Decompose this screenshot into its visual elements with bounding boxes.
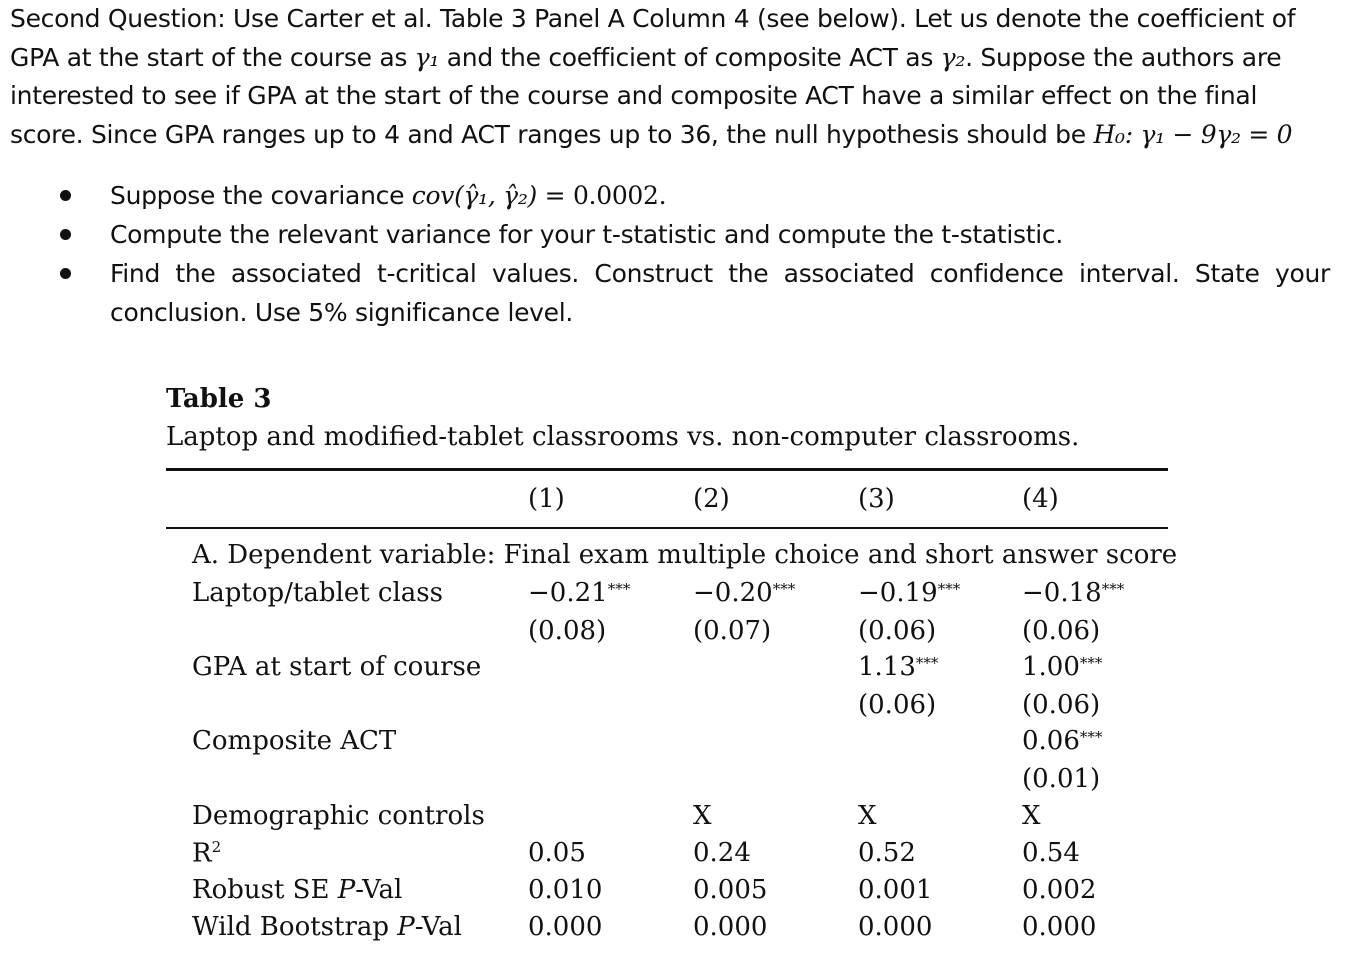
table-subtitle: Laptop and modified-tablet classrooms vs. non-computer classrooms. bbox=[166, 422, 1080, 452]
bullet-dot-icon bbox=[60, 229, 71, 240]
gamma-1-symbol: γ₁ bbox=[414, 42, 440, 72]
r2-label-base: R bbox=[192, 838, 212, 869]
question-line-1: Second Question: Use Carter et al. Table 3 Panel A Column 4 (see below). Let us denote the coefficient of bbox=[10, 4, 1296, 33]
row-label-r2 bbox=[192, 838, 221, 869]
r2-value-3: 0.52 bbox=[858, 838, 916, 868]
gpa-se-3: (0.06) bbox=[858, 690, 937, 720]
gpa-coef-4 bbox=[1022, 652, 1102, 682]
robust-value-4: 0.002 bbox=[1022, 875, 1097, 905]
bullet-dot-icon bbox=[60, 190, 71, 201]
significance-stars: *** bbox=[1079, 654, 1103, 672]
laptop-coef-3 bbox=[858, 578, 960, 608]
robust-value-1: 0.010 bbox=[528, 875, 603, 905]
significance-stars: *** bbox=[1101, 580, 1125, 598]
column-header-3: (3) bbox=[858, 484, 895, 514]
wild-label-a: Wild Bootstrap bbox=[192, 912, 398, 942]
covariance-expression: cov(γ̂₁, γ̂₂) bbox=[411, 181, 538, 210]
row-label-laptop: Laptop/tablet class bbox=[192, 578, 443, 608]
demographic-mark-3: X bbox=[858, 801, 877, 831]
gpa-se-4: (0.06) bbox=[1022, 690, 1101, 720]
bullet-item-variance bbox=[0, 215, 1330, 254]
bullet-dot-icon bbox=[60, 268, 71, 279]
null-hypothesis: H₀: γ₁ − 9γ₂ = 0 bbox=[1093, 119, 1293, 149]
significance-stars: *** bbox=[772, 580, 796, 598]
wild-value-3: 0.000 bbox=[858, 912, 933, 942]
r2-value-4: 0.54 bbox=[1022, 838, 1080, 868]
robust-value-2: 0.005 bbox=[693, 875, 768, 905]
row-label-demographic: Demographic controls bbox=[192, 801, 485, 831]
laptop-se-1: (0.08) bbox=[528, 616, 607, 646]
bullet-1-text-a: Suppose the covariance bbox=[110, 181, 412, 210]
laptop-se-2: (0.07) bbox=[693, 616, 772, 646]
question-line-2-part-a: GPA at the start of the course as bbox=[10, 42, 415, 72]
row-label-gpa: GPA at start of course bbox=[192, 652, 482, 682]
column-header-1: (1) bbox=[528, 484, 565, 514]
row-label-wild bbox=[192, 912, 462, 942]
wild-label-p: P bbox=[397, 912, 415, 942]
r2-value-1: 0.05 bbox=[528, 838, 586, 868]
question-line-4-part-a: score. Since GPA ranges up to 4 and ACT ranges up to 36, the null hypothesis should be bbox=[10, 119, 1094, 149]
act-coef-4 bbox=[1022, 726, 1102, 756]
significance-stars: *** bbox=[607, 580, 631, 598]
bullet-1-text-b: = 0.0002. bbox=[537, 181, 667, 210]
coef-value: −0.18 bbox=[1022, 578, 1102, 608]
coef-value: 0.06 bbox=[1022, 726, 1080, 756]
bullet-3-line-2: conclusion. Use 5% significance level. bbox=[110, 298, 574, 327]
question-line-3: interested to see if GPA at the start of the course and composite ACT have a similar effect on the final bbox=[10, 81, 1258, 110]
table-header-rule bbox=[166, 527, 1168, 529]
laptop-coef-4 bbox=[1022, 578, 1124, 608]
row-label-robust bbox=[192, 875, 402, 905]
significance-stars: *** bbox=[937, 580, 961, 598]
row-label-act: Composite ACT bbox=[192, 726, 397, 756]
coef-value: −0.20 bbox=[693, 578, 773, 608]
coef-value: 1.13 bbox=[858, 652, 916, 682]
question-line-4 bbox=[10, 116, 1330, 155]
robust-value-3: 0.001 bbox=[858, 875, 933, 905]
laptop-coef-1 bbox=[528, 578, 630, 608]
coef-value: −0.21 bbox=[528, 578, 608, 608]
coef-value: 1.00 bbox=[1022, 652, 1080, 682]
demographic-mark-2: X bbox=[693, 801, 712, 831]
bullet-item-critical-values bbox=[0, 254, 1330, 332]
robust-label-a: Robust SE bbox=[192, 875, 338, 905]
table-title: Table 3 bbox=[166, 384, 272, 414]
table-top-rule bbox=[166, 468, 1168, 471]
laptop-se-4: (0.06) bbox=[1022, 616, 1101, 646]
act-se-4: (0.01) bbox=[1022, 764, 1101, 794]
question-line-2-part-c: . Suppose the authors are bbox=[965, 42, 1282, 72]
bullet-3-line-1: Find the associated t-critical values. Construct the associated confidence interval. State your bbox=[110, 259, 1330, 288]
wild-value-4: 0.000 bbox=[1022, 912, 1097, 942]
significance-stars: *** bbox=[915, 654, 939, 672]
r2-label-sup: 2 bbox=[211, 838, 222, 856]
bullet-item-covariance bbox=[0, 176, 1330, 215]
question-line-2-part-b: and the coefficient of composite ACT as bbox=[439, 42, 941, 72]
panel-a-title: A. Dependent variable: Final exam multiple choice and short answer score bbox=[192, 540, 1178, 570]
demographic-mark-4: X bbox=[1022, 801, 1041, 831]
coef-value: −0.19 bbox=[858, 578, 938, 608]
wild-label-b: -Val bbox=[414, 912, 462, 942]
r2-value-2: 0.24 bbox=[693, 838, 751, 868]
laptop-se-3: (0.06) bbox=[858, 616, 937, 646]
question-text bbox=[10, 0, 1330, 154]
robust-label-p: P bbox=[337, 875, 356, 905]
wild-value-2: 0.000 bbox=[693, 912, 768, 942]
column-header-2: (2) bbox=[693, 484, 730, 514]
gpa-coef-3 bbox=[858, 652, 938, 682]
bullet-2-text: Compute the relevant variance for your t-statistic and compute the t-statistic. bbox=[110, 220, 1063, 249]
column-header-4: (4) bbox=[1022, 484, 1059, 514]
question-line-2 bbox=[10, 39, 1330, 78]
wild-value-1: 0.000 bbox=[528, 912, 603, 942]
gamma-2-symbol: γ₂ bbox=[940, 42, 966, 72]
robust-label-b: -Val bbox=[355, 875, 403, 905]
laptop-coef-2 bbox=[693, 578, 795, 608]
bullet-list bbox=[0, 176, 1364, 332]
significance-stars: *** bbox=[1079, 728, 1103, 746]
